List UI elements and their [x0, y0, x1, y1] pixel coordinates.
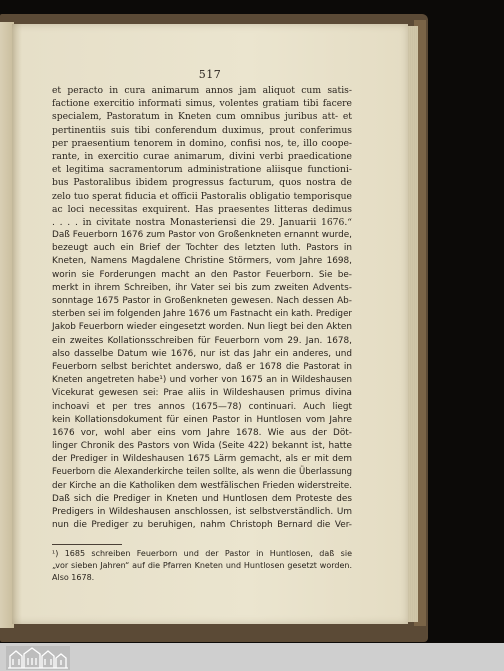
text-line: specialem, Pastoratum in Kneten cum omnibus juribus att- et [52, 111, 352, 123]
text-line: Feuerborn selbst berichtet anderswo, daß er 1678 die Pastorat in [52, 361, 352, 372]
text-line: also dasselbe Datum wie 1676, nur ist das Jahr ein anderes, und [52, 348, 352, 359]
text-line: Kneten, Namens Magdalene Christine Störmers, vom Jahre 1698, [52, 256, 352, 267]
text-line: kein Kollationsdokument für einen Pastor in Huntlosen vom Jahre [52, 414, 352, 425]
text-line: Daß sich die Prediger in Kneten und Huntlosen dem Proteste des [52, 493, 352, 504]
text-line: per praesentium tenorem in domino, confisi nos, te, illo coope- [52, 137, 352, 149]
footnote-line: Also 1678. [52, 573, 95, 582]
text-line: rante, in exercitio curae animarum, divini verbi praedicatione [52, 150, 352, 162]
text-line: factione exercitio informati simus, volentes gratiam tibi facere [52, 98, 352, 110]
viewer-footer-bar [0, 643, 504, 671]
text-line: merkt in ihrem Schreiben, ihr Vater sei bis zum zweiten Advents- [52, 282, 352, 293]
text-line: pertinentiis suis tibi conferendum duximus, prout conferimus [52, 124, 352, 136]
text-line: bus Pastoralibus ibidem progressus facturum, quos nostra de [52, 177, 352, 189]
body-text [52, 84, 352, 532]
text-line: ein zweites Kollationsschreiben für Feuerborn vom 29. Jan. 1678, [52, 335, 352, 346]
text-line: Daß Feuerborn 1676 zum Pastor von Großenkneten ernannt wurde, [52, 230, 352, 241]
text-line: Vicekurat gewesen sei: Prae aliis in Wildeshausen primus divina [52, 388, 352, 399]
text-line: . . . . in civitate nostra Monasteriensi die 29. Januarii 1676.“ [52, 216, 352, 228]
text-line: inchoavi et per tres annos (1675—78) continuari. Auch liegt [52, 401, 352, 412]
text-line: ac loci necessitas exquirent. Has praesentes litteras dedimus [52, 203, 352, 215]
text-line: zelo tuo sperat fiducia et officii Pastoralis obligatio temporisque [52, 190, 352, 202]
text-line: Jakob Feuerborn wieder eingesetzt worden. Nun liegt bei den Akten [52, 322, 352, 333]
text-line: et peracto in cura animarum annos jam aliquot cum satis- [52, 85, 352, 96]
text-line: nun die Prediger zu beruhigen, nahm Christoph Bernard die Ver- [52, 520, 352, 531]
text-line: Predigers in Wildeshausen anschlossen, ist selbstverständlich. Um [52, 507, 352, 517]
book-page [12, 24, 408, 624]
library-building-icon [6, 646, 70, 670]
text-line: Kneten angetreten habe¹) und vorher von 1675 an in Wildeshausen [52, 375, 352, 386]
text-line: der Kirche an die Katholiken dem westfälischen Frieden widerstreite. [52, 480, 352, 491]
page-number: 517 [198, 68, 222, 81]
text-line: sonntage 1675 Pastor in Großenkneten gewesen. Nach dessen Ab- [52, 296, 352, 306]
footnote [52, 548, 352, 584]
text-line: sterben sei im folgenden Jahre 1676 um Fastnacht ein kath. Prediger [52, 309, 352, 320]
text-line: 1676 vor, wohl aber eins vom Jahre 1678. Wie aus der Döt- [52, 427, 352, 438]
text-line: et legitima sacramentorum administratione aliisque functioni- [52, 164, 352, 176]
footnote-line: ¹) 1685 schreiben Feuerborn und der Pastor in Huntlosen, daß sie [52, 549, 352, 558]
text-line: Feuerborn die Alexanderkirche teilen sollte, als wenn die Überlassung [52, 467, 352, 478]
text-line: bezeugt auch ein Brief der Tochter des letzten luth. Pastors in [52, 243, 352, 254]
footnote-rule [52, 544, 122, 545]
footnote-line: „vor sieben Jahren“ auf die Pfarren Kneten und Huntlosen gesetzt worden. [52, 561, 352, 570]
text-line: linger Chronik des Pastors von Wida (Seite 422) bekannt ist, hatte [52, 441, 352, 452]
text-line: der Prediger in Wildeshausen 1675 Lärm gemacht, als er mit dem [52, 454, 352, 465]
text-line: worin sie Forderungen macht an den Pastor Feuerborn. Sie be- [52, 269, 352, 280]
